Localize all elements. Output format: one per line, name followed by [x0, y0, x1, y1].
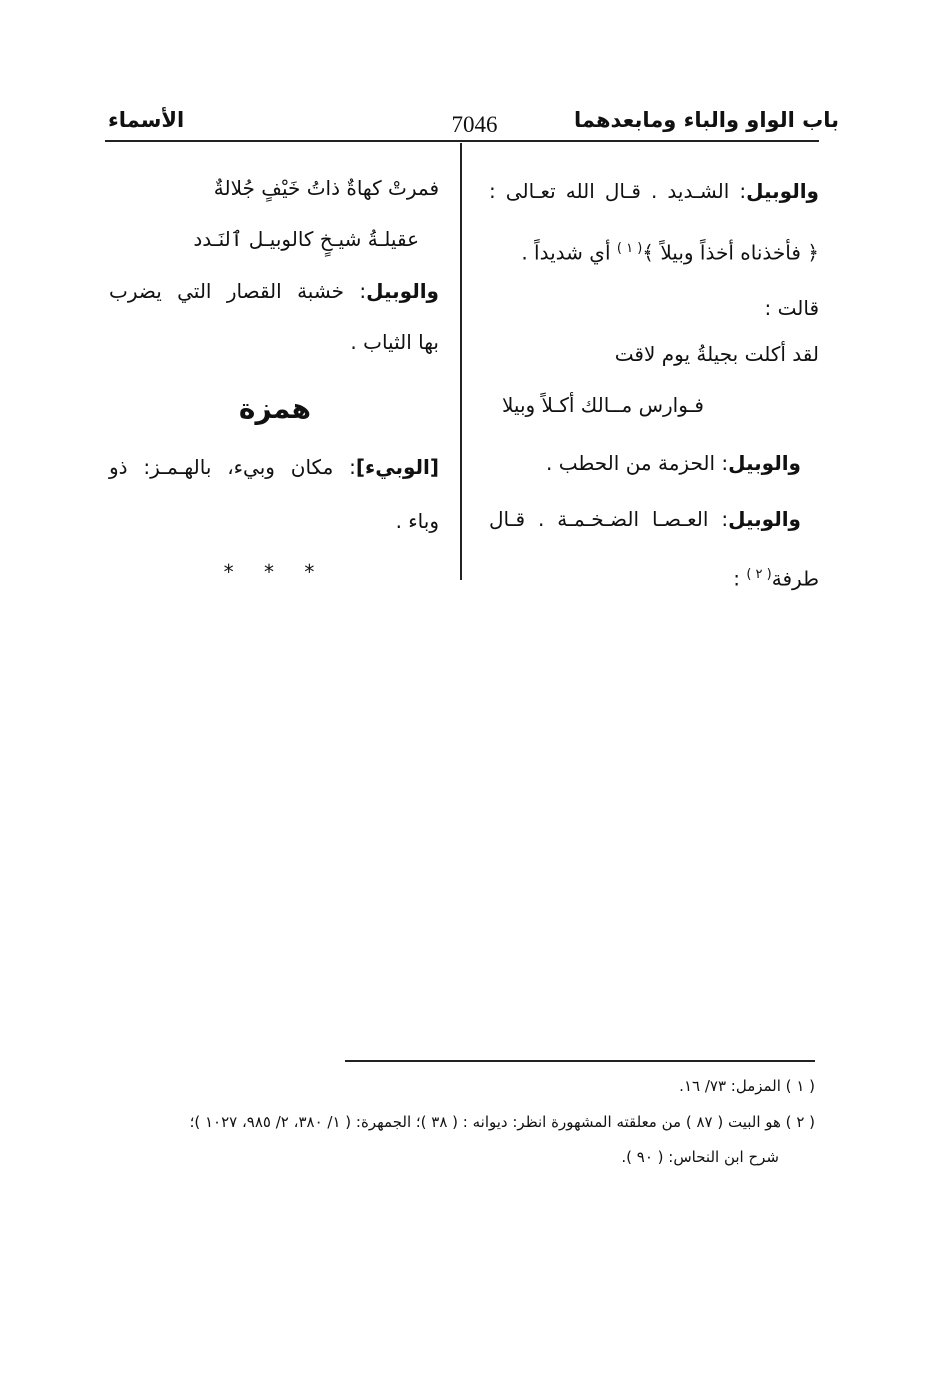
footnote-ref-1: ( ١ ): [616, 241, 643, 256]
right-line-6: [546, 450, 801, 476]
left-line-5: [109, 454, 439, 480]
footnote-2-line-2: شرح ابن النحاس: ( ٩٠ ).: [621, 1148, 779, 1166]
section-end-stars: * * *: [223, 560, 327, 584]
page-number: 7046: [451, 112, 498, 137]
right-line-5: [502, 392, 704, 418]
column-divider: [460, 143, 462, 580]
entry-text: : الشـديد . قـال الله تعـالى :: [489, 179, 747, 203]
right-line-7: [489, 506, 801, 532]
entry-text: بها الثياب .: [350, 330, 439, 354]
verse-first-hemistich: فمرتْ كهاةٌ ذاتُ خَيْفٍ جُلالةٌ: [213, 176, 439, 200]
entry-text: أي شديداً .: [521, 240, 611, 265]
section-label: الأسماء: [108, 108, 185, 132]
right-line-2: [521, 236, 819, 266]
left-line-3: [109, 278, 439, 304]
right-line-1: [489, 178, 819, 204]
entry-term: والوبيل: [746, 179, 819, 203]
left-line-1: [214, 175, 439, 201]
right-line-4: [615, 341, 819, 367]
entry-text: قالت :: [764, 296, 819, 320]
entry-text: : الحزمة من الحطب .: [546, 451, 729, 475]
verse-first-hemistich: لقد أكلت بجيلةُ يوم لاقت: [614, 342, 819, 366]
entry-text: وباء .: [395, 509, 439, 533]
verse-second-hemistich: عقيلـةُ شيـخٍ كالوبيـل ٱلنَـدد: [193, 227, 419, 251]
section-heading-hamza: همزة: [238, 392, 312, 425]
left-line-4: [350, 329, 439, 355]
right-line-8: [733, 562, 819, 592]
left-line-2: [193, 226, 419, 252]
footnote-1: ( ١ ) المزمل: ٧٣/ ١٦.: [679, 1077, 815, 1095]
entry-term: والوبيل: [728, 507, 801, 531]
quran-quote: ﴿ فأخذناه أخذاً وبيلاً ﴾: [642, 240, 819, 265]
footnote-ref-2: ( ٢ ): [746, 567, 772, 582]
entry-text: : العـصـا الضـخـمـة . قـال: [489, 507, 729, 531]
entry-text: :: [733, 566, 740, 591]
entry-term: والوبيل: [728, 451, 801, 475]
chapter-title: باب الواو والباء ومابعدهما: [574, 108, 839, 132]
footnote-2-line-1: ( ٢ ) هو البيت ( ٨٧ ) من معلقته المشهورة انظر: ديوانه : ( ٣٨ )؛ الجمهرة: ( ١/ ٣٨٠، ٢/ ٩٨٥، ١٠٢٧ )؛: [189, 1113, 815, 1131]
entry-term: والوبيل: [366, 279, 439, 303]
entry-text: : خشبة القصار التي يضرب: [109, 279, 367, 303]
verse-second-hemistich: فـوارس مــالك أكـلاً وبيلا: [502, 393, 704, 417]
entry-text: طرفة: [771, 566, 819, 591]
header-rule: [105, 140, 819, 142]
left-line-6: [396, 508, 439, 534]
footnote-rule: [345, 1060, 815, 1062]
right-line-3: [765, 295, 819, 321]
entry-term: [الوبيء]: [355, 455, 439, 479]
entry-text: : مكان وبيء، بالهـمـز: ذو: [109, 455, 356, 479]
